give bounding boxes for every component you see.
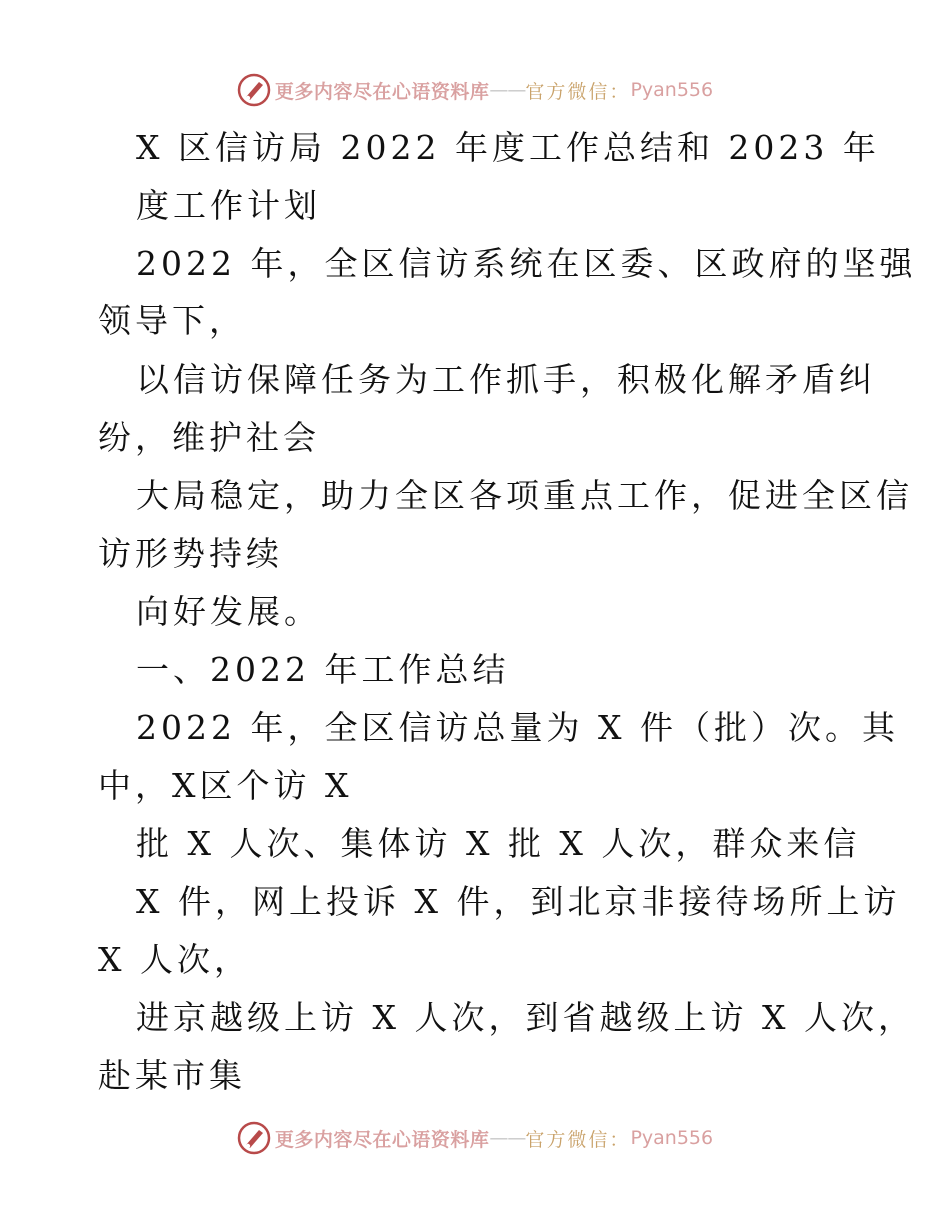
title-line-1: X 区信访局 2022 年度工作总结和 2023 年 bbox=[136, 128, 880, 167]
pen-logo-icon bbox=[237, 1121, 271, 1155]
section-heading: 一、2022 年工作总结 bbox=[136, 650, 510, 689]
paragraph-line: 2022 年，全区信访系统在区委、区政府的坚强 bbox=[136, 244, 917, 283]
paragraph-line: 纷，维护社会 bbox=[98, 418, 320, 457]
paragraph-line: 领导下， bbox=[98, 301, 246, 340]
paragraph-line: X 人次， bbox=[98, 940, 251, 979]
paragraph-line: 赴某市集 bbox=[98, 1056, 246, 1095]
banner-dash: —— bbox=[489, 79, 526, 101]
banner-wechat-id: Pyan556 bbox=[630, 1127, 714, 1149]
title-line-2: 度工作计划 bbox=[136, 186, 321, 225]
banner-wechat-label: 官方微信： bbox=[525, 1128, 631, 1151]
banner-wechat-label: 官方微信： bbox=[525, 80, 631, 103]
banner-main-text: 更多内容尽在心语资料库 bbox=[274, 80, 490, 103]
pen-logo-icon bbox=[237, 73, 271, 107]
footer-banner bbox=[0, 1118, 950, 1158]
paragraph-line: 进京越级上访 X 人次，到省越级上访 X 人次， bbox=[136, 998, 915, 1037]
banner-main-text: 更多内容尽在心语资料库 bbox=[274, 1128, 490, 1151]
paragraph-line: 批 X 人次、集体访 X 批 X 人次，群众来信 bbox=[136, 824, 861, 863]
paragraph-line: 中，X区个访 X bbox=[98, 766, 353, 805]
banner-dash: —— bbox=[489, 1127, 526, 1149]
paragraph-line: 访形势持续 bbox=[98, 534, 283, 573]
paragraph-line: 向好发展。 bbox=[136, 592, 321, 631]
paragraph-line: X 件，网上投诉 X 件，到北京非接待场所上访 bbox=[136, 882, 901, 921]
paragraph-line: 大局稳定，助力全区各项重点工作，促进全区信 bbox=[136, 476, 913, 515]
header-banner bbox=[0, 70, 950, 110]
banner-wechat-id: Pyan556 bbox=[630, 79, 714, 101]
paragraph-line: 2022 年，全区信访总量为 X 件（批）次。其 bbox=[136, 708, 899, 747]
paragraph-line: 以信访保障任务为工作抓手，积极化解矛盾纠 bbox=[136, 360, 876, 399]
